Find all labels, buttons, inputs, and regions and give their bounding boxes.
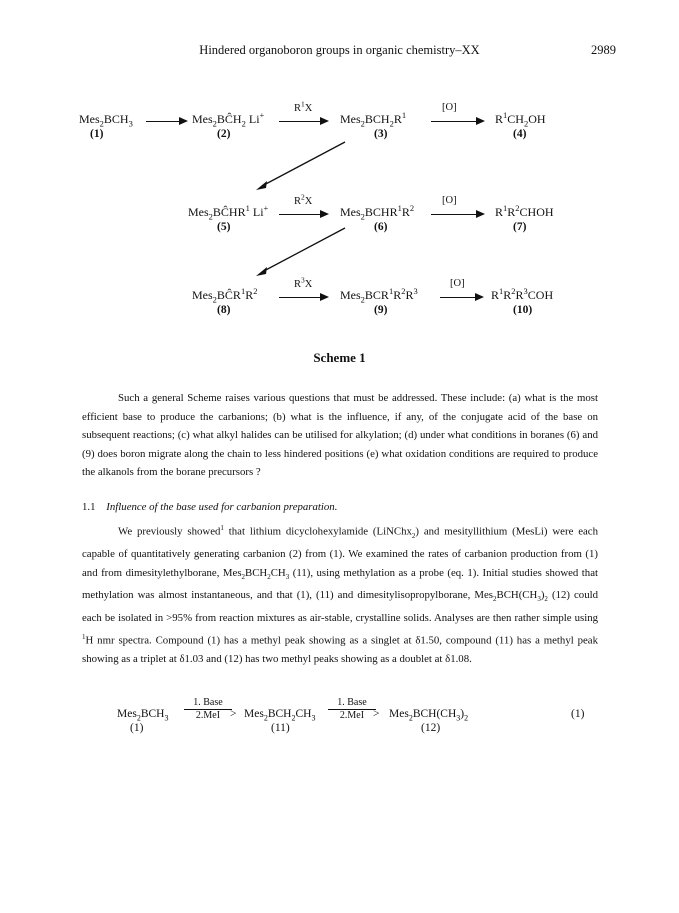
arrow-9-10 bbox=[440, 297, 482, 298]
running-header: Hindered organoboron groups in organic chemistry–XX bbox=[199, 43, 480, 57]
eq-conditions-1: 1. Base 2.MeI bbox=[184, 697, 232, 721]
compound-8: $Mes_2BĈR^1R^2$ bbox=[192, 286, 258, 305]
label-8: (8) bbox=[217, 304, 231, 316]
compound-2: $Mes_2BĈH_2$ Li+ bbox=[192, 110, 265, 129]
paragraph-1-text: Such a general Scheme raises various questions that must be addressed. These include: (a) what is the most efficient base to produce the carbanions; (b) what is the influence, if any, of the conjugate acid of the base on subsequent reactions; (c) what alkyl halides can be utilised for alkylation; (d) under what conditions in boranes (6) and (9) does boron migrate along the chain to less hindered positions (e) what oxidation conditions are required to produce the alkanols from the borane precursors ? bbox=[82, 392, 598, 478]
arrow-3-4 bbox=[431, 121, 483, 122]
eq-conditions-2: 1. Base 2.MeI bbox=[328, 697, 376, 721]
section-heading bbox=[82, 501, 337, 513]
arrow-label-ox-1: [O] bbox=[442, 102, 457, 113]
label-5: (5) bbox=[217, 221, 231, 233]
eq-arrow-1: > bbox=[230, 708, 237, 720]
compound-7: $R^1R^2CHOH$ bbox=[495, 203, 554, 219]
equation-number: (1) bbox=[571, 708, 585, 720]
compound-6: $Mes_2BCHR^1R^2$ bbox=[340, 203, 415, 222]
compound-9: $Mes_2BCR^1R^2R^3$ bbox=[340, 286, 418, 305]
label-10: (10) bbox=[513, 304, 533, 316]
eq-label-11: (11) bbox=[271, 722, 290, 734]
label-1: (1) bbox=[90, 128, 104, 140]
label-4: (4) bbox=[513, 128, 527, 140]
page-number: 2989 bbox=[591, 43, 616, 57]
label-2: (2) bbox=[217, 128, 231, 140]
arrow-label-r2x: $R^2X$ bbox=[294, 192, 313, 207]
section-title: Influence of the base used for carbanion preparation. bbox=[106, 501, 338, 513]
arrow-1-2 bbox=[146, 121, 186, 122]
label-6: (6) bbox=[374, 221, 388, 233]
paragraph-questions bbox=[82, 389, 598, 482]
eq-product: $Mes_2BCH(CH_3)_2$ bbox=[389, 708, 469, 723]
compound-5: $Mes_2BĈHR^1$ Li+ bbox=[188, 203, 269, 222]
compound-1: $Mes_2BCH_3$ bbox=[79, 112, 133, 129]
arrow-5-6 bbox=[279, 214, 327, 215]
label-3: (3) bbox=[374, 128, 388, 140]
label-7: (7) bbox=[513, 221, 527, 233]
arrow-label-r3x: $R^3X$ bbox=[294, 275, 313, 290]
compound-4: $R^1CH_2OH$ bbox=[495, 110, 546, 129]
arrow-2-3 bbox=[279, 121, 327, 122]
eq-intermediate: $Mes_2BCH_2CH_3$ bbox=[244, 708, 316, 723]
scheme-title: Scheme 1 bbox=[313, 350, 366, 365]
label-9: (9) bbox=[374, 304, 388, 316]
arrow-label-r1x: $R^1X$ bbox=[294, 99, 313, 114]
arrow-label-ox-2: [O] bbox=[442, 195, 457, 206]
paragraph-base-study: We previously showed$^1$ that lithium dicyclohexylamide (LiNChx$_2$) and mesityllithium (MesLi) were each capable of quantitatively generating carbanion (2) from (1). We examined the rates of carbanion production from (1) and from dimesitylethylborane, $Mes_2BCH_2CH_3$ (11), using methylation as a probe (eq. 1). Initial studies showed that methylation was almost instantaneous, and that (1), (11) and dimesitylisopropylborane, $Mes_2BCH(CH_3)_2$ (12) could each be isolated in >95% from reaction mixtures as air-stable, crystalline solids. Analyses are then rather simple using $^1$H nmr spectra. Compound (1) has a methyl peak showing as a singlet at δ1.50, compound (11) has a methyl peak showing as a triplet at δ1.03 and (12) has two methyl peaks showing as a doublet at δ1.08. bbox=[82, 524, 598, 665]
compound-3: $Mes_2BCH_2R^1$ bbox=[340, 110, 407, 129]
compound-10: $R^1R^2R^3COH$ bbox=[491, 286, 554, 302]
eq-label-12: (12) bbox=[421, 722, 441, 734]
eq-label-1: (1) bbox=[130, 722, 144, 734]
arrow-8-9 bbox=[279, 297, 327, 298]
arrow-label-ox-3: [O] bbox=[450, 278, 465, 289]
eq-arrow-2: > bbox=[373, 708, 380, 720]
arrow-6-7 bbox=[431, 214, 483, 215]
section-number: 1.1 bbox=[82, 501, 96, 513]
eq-reactant: $Mes_2BCH_3$ bbox=[117, 708, 169, 723]
